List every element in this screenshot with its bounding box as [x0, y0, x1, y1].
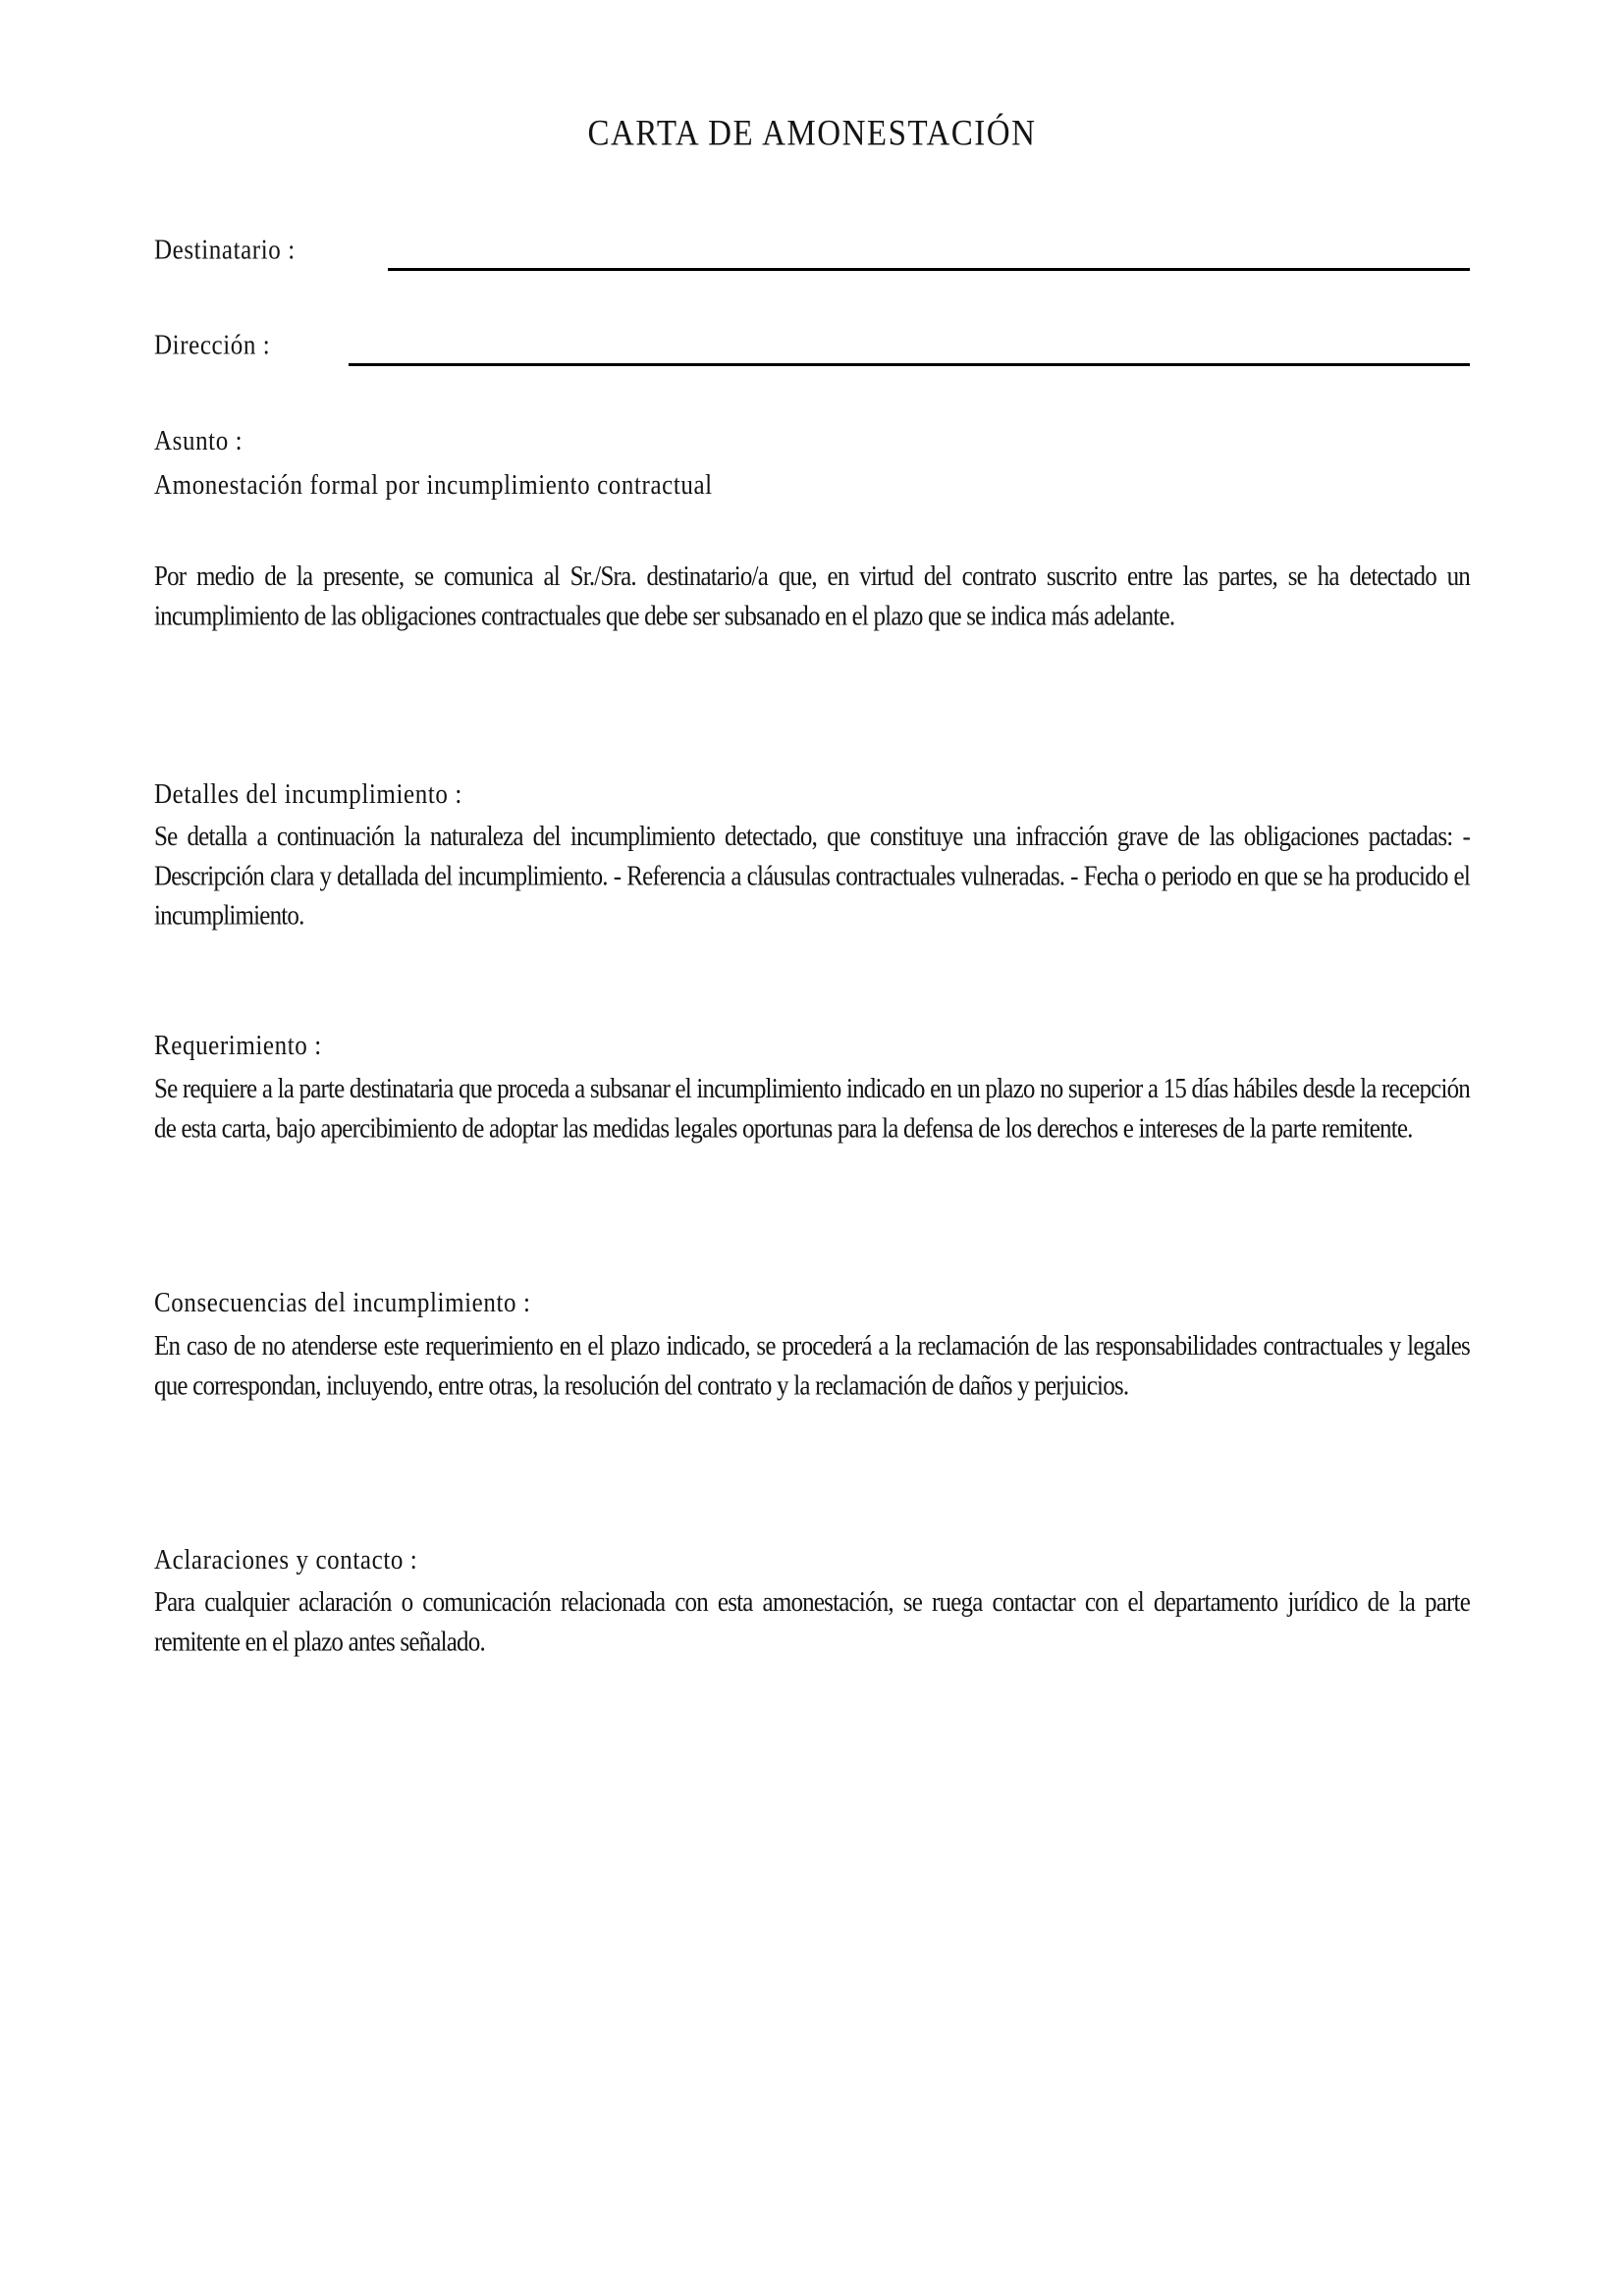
recipient-row — [154, 236, 1470, 275]
requirement-heading: Requerimiento : — [154, 1031, 322, 1061]
details-paragraph: Se detalla a continuación la naturaleza del incumplimiento detectado, que constituye una infracción grave de las obligaciones pactadas: - Descripción clara y detallada del incumplimiento. - Referencia a cláusulas contractuales vulneradas. - Fecha o periodo en que se ha producido el incumplimiento. — [154, 822, 1470, 932]
contact-heading: Aclaraciones y contacto : — [154, 1545, 418, 1575]
recipient-line-field[interactable] — [388, 268, 1470, 271]
page-title: CARTA DE AMONESTACIÓN — [587, 114, 1037, 154]
subject-text: Amonestación formal por incumplimiento contractual — [154, 470, 713, 501]
subject-heading: Asunto : — [154, 426, 244, 456]
contact-paragraph: Para cualquier aclaración o comunicación relacionada con esta amonestación, se ruega contactar con el departamento jurídico de la parte remitente en el plazo antes señalado. — [154, 1587, 1470, 1658]
requirement-paragraph: Se requiere a la parte destinataria que proceda a subsanar el incumplimiento indicado en un plazo no superior a 15 días hábiles desde la recepción de esta carta, bajo apercibimiento de adoptar las medidas legales oportunas para la defensa de los derechos e intereses de la parte remitente. — [154, 1074, 1470, 1145]
address-label: Dirección : — [154, 331, 271, 361]
address-line-field[interactable] — [349, 363, 1470, 366]
recipient-label: Destinatario : — [154, 236, 296, 266]
consequences-heading: Consecuencias del incumplimiento : — [154, 1288, 531, 1318]
details-heading: Detalles del incumplimiento : — [154, 779, 462, 810]
intro-paragraph: Por medio de la presente, se comunica al Sr./Sra. destinatario/a que, en virtud del contrato suscrito entre las partes, se ha detectado un incumplimiento de las obligaciones contractuales que debe ser subsanado en el plazo que se indica más adelante. — [154, 561, 1470, 632]
address-row — [154, 331, 1470, 370]
consequences-paragraph: En caso de no atenderse este requerimiento en el plazo indicado, se procederá a la reclamación de las responsabilidades contractuales y legales que correspondan, incluyendo, entre otras, la resolución del contrato y la reclamación de daños y perjuicios. — [154, 1331, 1470, 1402]
